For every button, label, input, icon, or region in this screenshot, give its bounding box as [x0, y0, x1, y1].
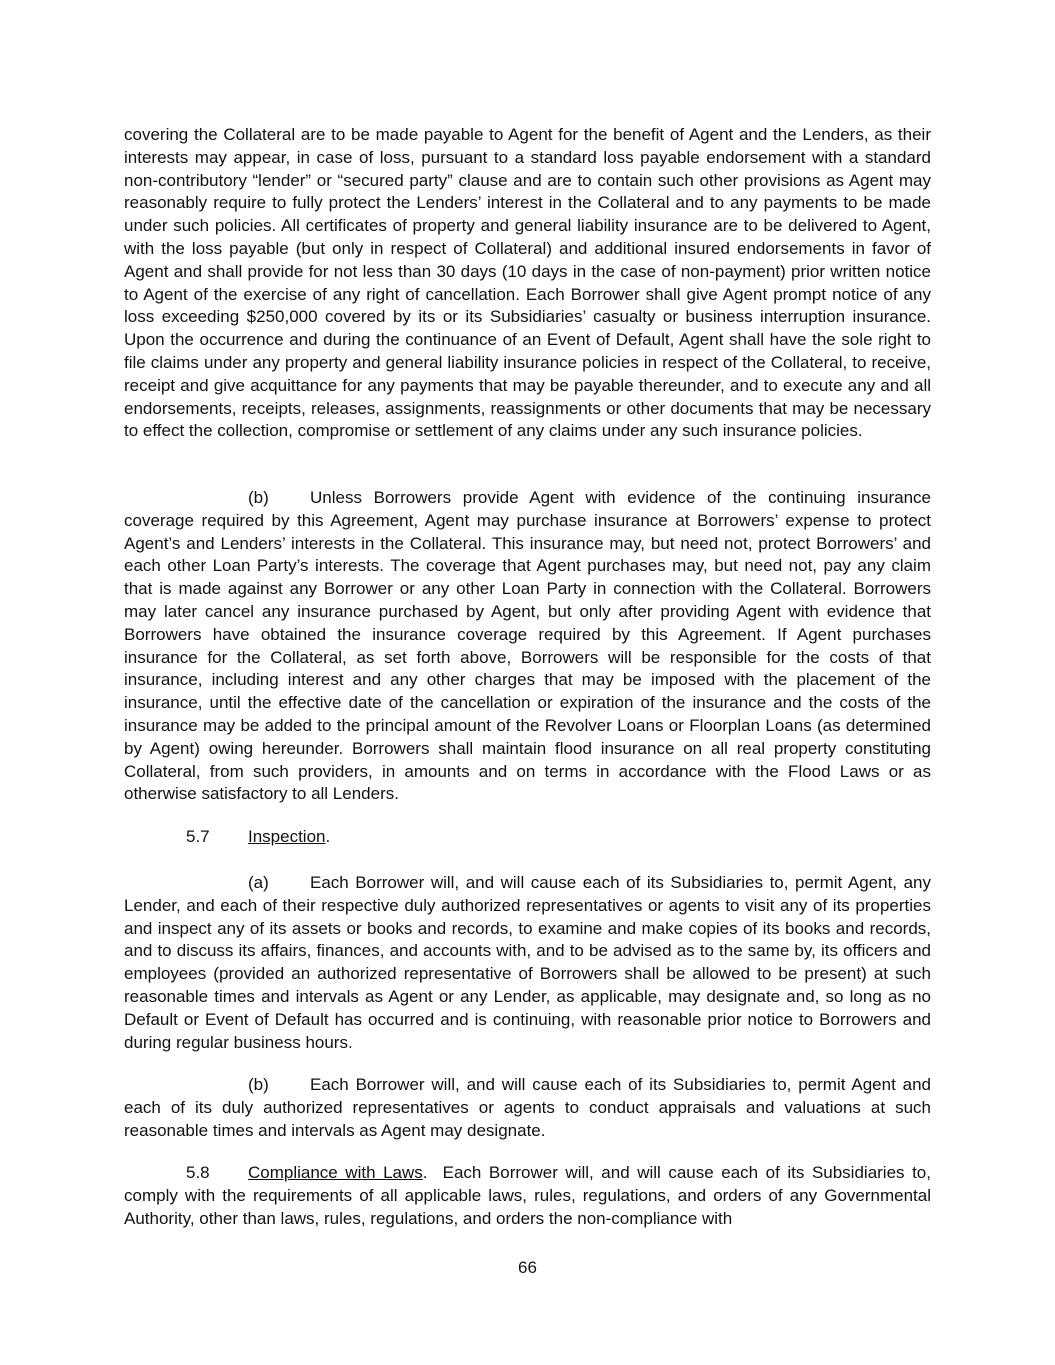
paragraph-insurance-loss-payable: [124, 124, 931, 443]
section-title-punct: .: [422, 1163, 428, 1182]
section-title: Inspection: [248, 827, 326, 846]
paragraph-text: covering the Collateral are to be made payable to Agent for the benefit of Agent and the Lenders, as their interests may appear, in case of loss, pursuant to a standard loss payable endorsement with a standard non-contributory “lender” or “secured party” clause and are to contain such other provisions as Agent may reasonably require to fully protect the Lenders’ interest in the Collateral and to any payments to be made under such policies. All certificates of property and general liability insurance are to be delivered to Agent, with the loss payable (but only in respect of Collateral) and additional insured endorsements in favor of Agent and shall provide for not less than 30 days (10 days in the case of non-payment) prior written notice to Agent of the exercise of any right of cancellation. Each Borrower shall give Agent prompt notice of any loss exceeding $250,000 covered by its or its Subsidiaries’ casualty or business interruption insurance. Upon the occurrence and during the continuance of an Event of Default, Agent shall have the sole right to file claims under any property and general liability insurance policies in respect of the Collateral, to receive, receipt and give acquittance for any payments that may be payable thereunder, and to execute any and all endorsements, receipts, releases, assignments, reassignments or other documents that may be necessary to effect the collection, compromise or settlement of any claims under any such insurance policies.: [124, 125, 931, 441]
page-number: 66: [518, 1258, 537, 1277]
section-title: Compliance with Laws: [248, 1163, 423, 1182]
paragraph-5-7-b: [124, 1074, 931, 1142]
indent-spacer: [124, 873, 248, 892]
paragraph-text: Unless Borrowers provide Agent with evidence of the continuing insurance coverage required by this Agreement, Agent may purchase insurance at Borrowers’ expense to protect Agent’s and Lenders’ interests in the Collateral. This insurance may, but need not, protect Borrowers’ and each other Loan Party’s interests. The coverage that Agent purchases may, but need not, pay any claim that is made against any Borrower or any other Loan Party in connection with the Collateral. Borrowers may later cancel any insurance purchased by Agent, but only after providing Agent with evidence that Borrowers have obtained the insurance coverage required by this Agreement. If Agent purchases insurance for the Collateral, as set forth above, Borrowers will be responsible for the costs of that insurance, including interest and any other charges that may be imposed with the placement of the insurance, until the effective date of the cancellation or expiration of the insurance and the costs of the insurance may be added to the principal amount of the Revolver Loans or Floorplan Loans (as determined by Agent) owing hereunder. Borrowers shall maintain flood insurance on all real property constituting Collateral, from such providers, in amounts and on terms in accordance with the Flood Laws or as otherwise satisfactory to all Lenders.: [124, 488, 931, 804]
indent-spacer: [124, 1075, 248, 1094]
subsection-label: (a): [248, 873, 269, 892]
subsection-label: (b): [248, 488, 269, 507]
section-title-punct: .: [325, 827, 331, 846]
section-number: 5.7: [186, 827, 210, 846]
section-number: 5.8: [186, 1163, 210, 1182]
paragraph-text: Each Borrower will, and will cause each of its Subsidiaries to, comply with the requirements of all applicable laws, rules, regulations, and orders of any Governmental Authority, other than laws, rules, regulations, and orders the non-compliance with: [124, 1163, 931, 1228]
paragraph-5-7-a: [124, 872, 931, 1054]
subsection-label: (b): [248, 1075, 269, 1094]
paragraph-5-6-b: [124, 487, 931, 806]
section-5-8: [124, 1162, 931, 1230]
paragraph-text: Each Borrower will, and will cause each of its Subsidiaries to, permit Agent and each of its duly authorized representatives or agents to conduct appraisals and valuations at such reasonable times and intervals as Agent may designate.: [124, 1075, 931, 1140]
indent-spacer: [124, 488, 248, 507]
section-heading-5-7: [124, 826, 330, 849]
paragraph-text: Each Borrower will, and will cause each of its Subsidiaries to, permit Agent, any Lender, and each of their respective duly authorized representatives or agents to visit any of its properties and inspect any of its assets or books and records, to examine and make copies of its books and records, and to discuss its affairs, finances, and accounts with, and to be advised as to the same by, its officers and employees (provided an authorized representative of Borrowers shall be allowed to be present) at such reasonable times and intervals as Agent or any Lender, as applicable, may designate and, so long as no Default or Event of Default has occurred and is continuing, with reasonable prior notice to Borrowers and during regular business hours.: [124, 873, 931, 1052]
